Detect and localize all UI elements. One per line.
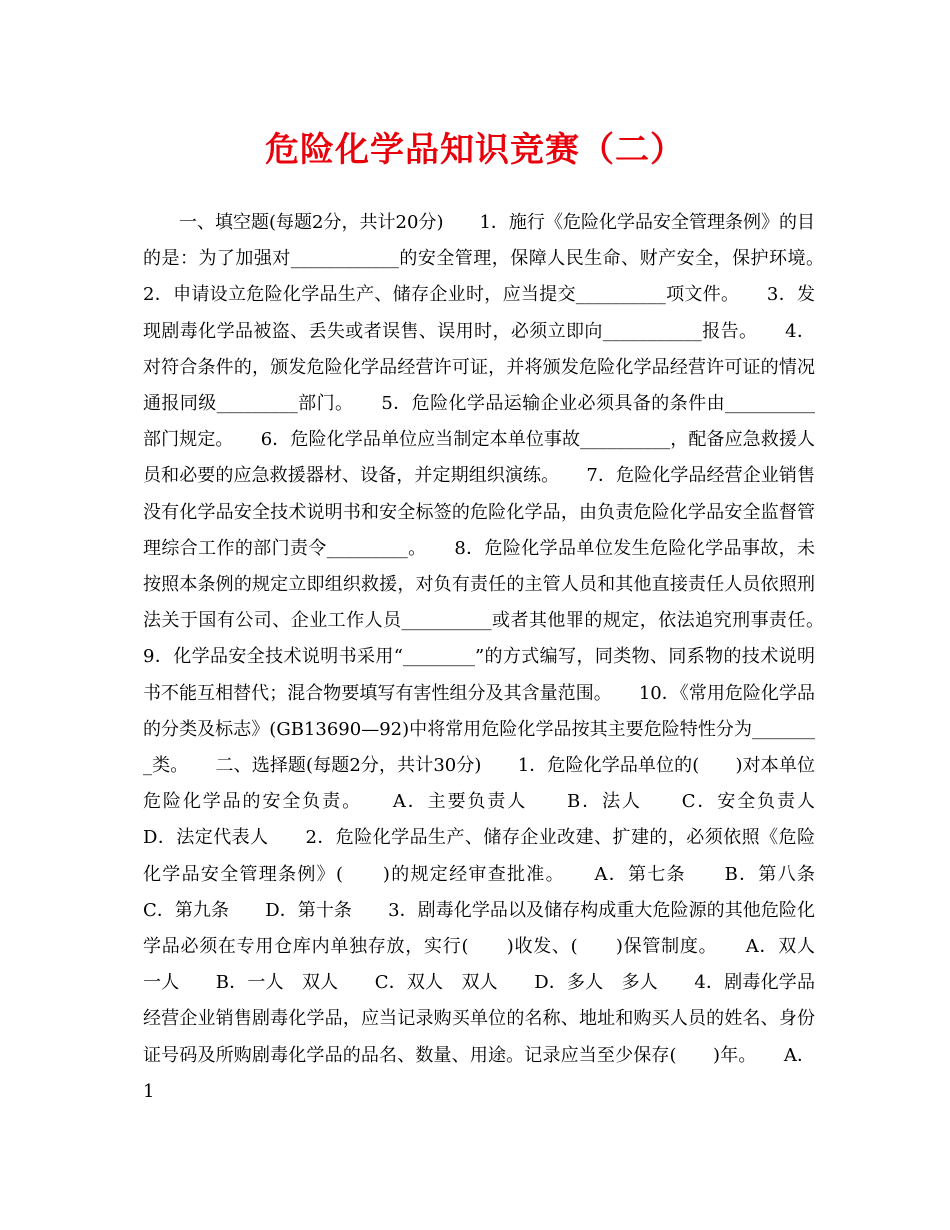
document-body-paragraph: 一、填空题(每题2分，共计20分) 1．施行《危险化学品安全管理条例》的目的是：为了加强对____________的安全管理，保障人民生命、财产安全，保护环境。 2．申请设立危险化学品生产、储存企业时，应当提交__________项文件。 3．发现剧毒化学品被盗、丢失或者误售、误用时，必须立即向___________报告。 4．对符合条件的，颁发危险化学品经营许可证，并将颁发危险化学品经营许可证的情况通报同级_________部门。 5．危险化学品运输企业必须具备的条件由__________部门规定。 6．危险化学品单位应当制定本单位事故__________，配备应急救援人员和必要的应急救援器材、设备，并定期组织演练。 7．危险化学品经营企业销售没有化学品安全技术说明书和安全标签的危险化学品，由负责危险化学品安全监督管理综合工作的部门责令_________。 8．危险化学品单位发生危险化学品事故，未按照本条例的规定立即组织救援，对负有责任的主管人员和其他直接责任人员依照刑法关于国有公司、企业工作人员__________或者其他罪的规定，依法追究刑事责任。 9．化学品安全技术说明书采用“________”的方式编写，同类物、同系物的技术说明书不能互相替代；混合物要填写有害性组分及其含量范围。 10．《常用危险化学品的分类及标志》(GB13690—92)中将常用危险化学品按其主要危险特性分为________类。 二、选择题(每题2分，共计30分) 1．危险化学品单位的( )对本单位危险化学品的安全负责。 A．主要负责人 B．法人 C．安全负责人 D．法定代表人 2．危险化学品生产、储存企业改建、扩建的，必须依照《危险化学品安全管理条例》( )的规定经审查批准。 A．第七条 B．第八条 C．第九条 D．第十条 3．剧毒化学品以及储存构成重大危险源的其他危险化学品必须在专用仓库内单独存放，实行( )收发、( )保管制度。 A．双人 一人 B．一人 双人 C．双人 双人 D．多人 多人 4．剧毒化学品经营企业销售剧毒化学品，应当记录购买单位的名称、地址和购买人员的姓名、身份证号码及所购剧毒化学品的品名、数量、用途。记录应当至少保存( )年。 A．1 [143,212,851,1102]
document-title: 危险化学品知识竞赛（二） [265,130,685,170]
